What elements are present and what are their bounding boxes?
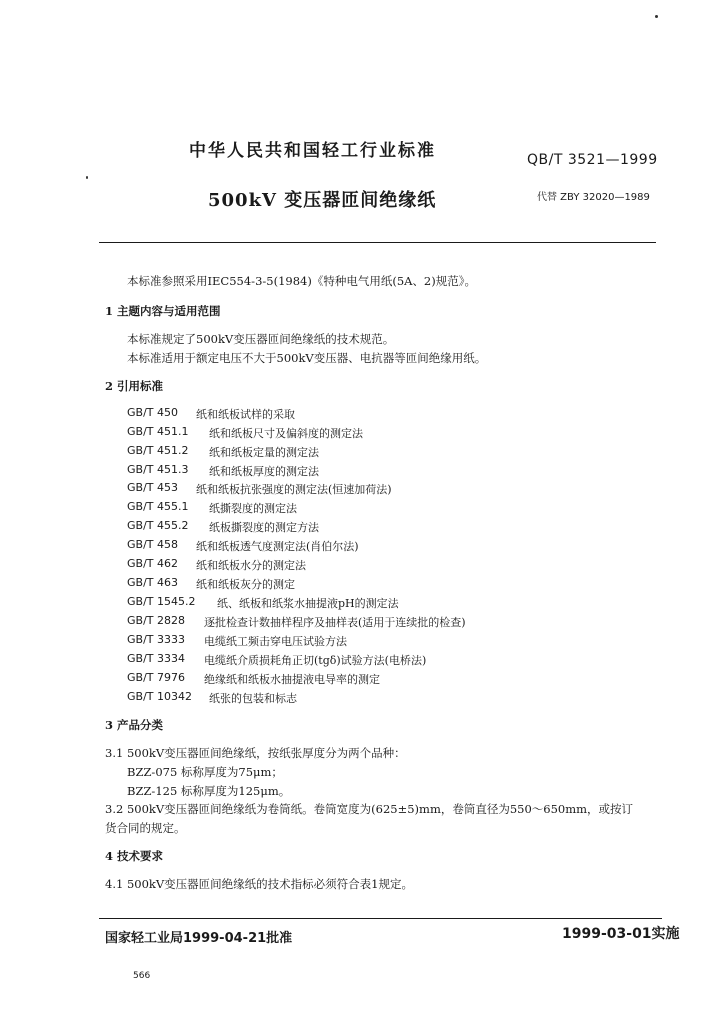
scan-speck (655, 15, 658, 18)
intro-paragraph: 本标准参照采用IEC554-3-5(1984)《特种电气用纸(5A、2)规范》。 (127, 274, 476, 288)
section-4-heading: 4 技术要求 (105, 849, 164, 863)
ref-title: 纸板撕裂度的测定方法 (209, 521, 319, 534)
ref-code: GB/T 451.3 (127, 463, 189, 476)
clause-4-1: 4.1 500kV变压器匝间绝缘纸的技术指标必须符合表1规定。 (105, 877, 413, 891)
ref-code: GB/T 2828 (127, 614, 185, 627)
ref-code: GB/T 451.1 (127, 425, 189, 438)
ref-code: GB/T 458 (127, 538, 178, 551)
ref-title: 纸和纸板抗张强度的测定法(恒速加荷法) (196, 483, 392, 496)
variant-bzz-125: BZZ-125 标称厚度为125μm。 (127, 784, 291, 798)
publisher-title: 中华人民共和国轻工行业标准 (189, 141, 436, 161)
ref-title: 纸和纸板试样的采取 (196, 408, 295, 421)
section-1-paragraph-1: 本标准规定了500kV变压器匝间绝缘纸的技术规范。 (127, 332, 395, 346)
ref-code: GB/T 455.2 (127, 519, 189, 532)
ref-title: 纸、纸板和纸浆水抽提液pH的测定法 (217, 597, 399, 610)
ref-code: GB/T 455.1 (127, 500, 189, 513)
section-1-heading: 1 主题内容与适用范围 (105, 304, 221, 318)
footer-rule (99, 918, 662, 919)
ref-title: 逐批检查计数抽样程序及抽样表(适用于连续批的检查) (204, 616, 466, 629)
ref-title: 纸和纸板尺寸及偏斜度的测定法 (209, 427, 363, 440)
ref-title: 电缆纸工频击穿电压试验方法 (204, 635, 347, 648)
page-number: 566 (133, 971, 151, 981)
ref-title: 纸撕裂度的测定法 (209, 502, 297, 515)
ref-code: GB/T 3333 (127, 633, 185, 646)
clause-3-1: 3.1 500kV变压器匝间绝缘纸，按纸张厚度分为两个品种： (105, 746, 406, 760)
ref-title: 纸和纸板透气度测定法(肖伯尔法) (196, 540, 359, 553)
ref-title: 纸和纸板水分的测定法 (196, 559, 306, 572)
ref-code: GB/T 463 (127, 576, 178, 589)
header-rule (99, 242, 656, 243)
scan-speck (86, 176, 88, 179)
section-1-paragraph-2: 本标准适用于额定电压不大于500kV变压器、电抗器等匝间绝缘用纸。 (127, 351, 487, 365)
ref-code: GB/T 10342 (127, 690, 192, 703)
ref-title: 纸张的包装和标志 (209, 692, 297, 705)
document-title: 500kV 变压器匝间绝缘纸 (208, 190, 437, 211)
ref-code: GB/T 1545.2 (127, 595, 196, 608)
section-3-heading: 3 产品分类 (105, 718, 164, 732)
ref-title: 纸和纸板灰分的测定 (196, 578, 295, 591)
ref-code: GB/T 450 (127, 406, 178, 419)
ref-code: GB/T 453 (127, 481, 178, 494)
ref-title: 纸和纸板厚度的测定法 (209, 465, 319, 478)
effective-date: 1999-03-01实施 (562, 926, 680, 942)
clause-3-2-line-1: 3.2 500kV变压器匝间绝缘纸为卷筒纸。卷筒宽度为(625±5)mm，卷筒直径为550～650mm，或按订 (105, 802, 634, 816)
standard-number: QB/T 3521—1999 (527, 152, 658, 168)
ref-code: GB/T 7976 (127, 671, 185, 684)
ref-title: 纸和纸板定量的测定法 (209, 446, 319, 459)
variant-bzz-075: BZZ-075 标称厚度为75μm； (127, 765, 283, 779)
ref-code: GB/T 3334 (127, 652, 185, 665)
section-2-heading: 2 引用标准 (105, 379, 164, 393)
approval-date: 国家轻工业局1999-04-21批准 (105, 931, 293, 946)
ref-code: GB/T 451.2 (127, 444, 189, 457)
ref-title: 绝缘纸和纸板水抽提液电导率的测定 (204, 673, 380, 686)
clause-3-2-line-2: 货合同的规定。 (105, 821, 186, 835)
ref-code: GB/T 462 (127, 557, 178, 570)
ref-title: 电缆纸介质损耗角正切(tgδ)试验方法(电桥法) (204, 654, 427, 667)
replaces-standard: 代替 ZBY 32020—1989 (537, 192, 650, 203)
